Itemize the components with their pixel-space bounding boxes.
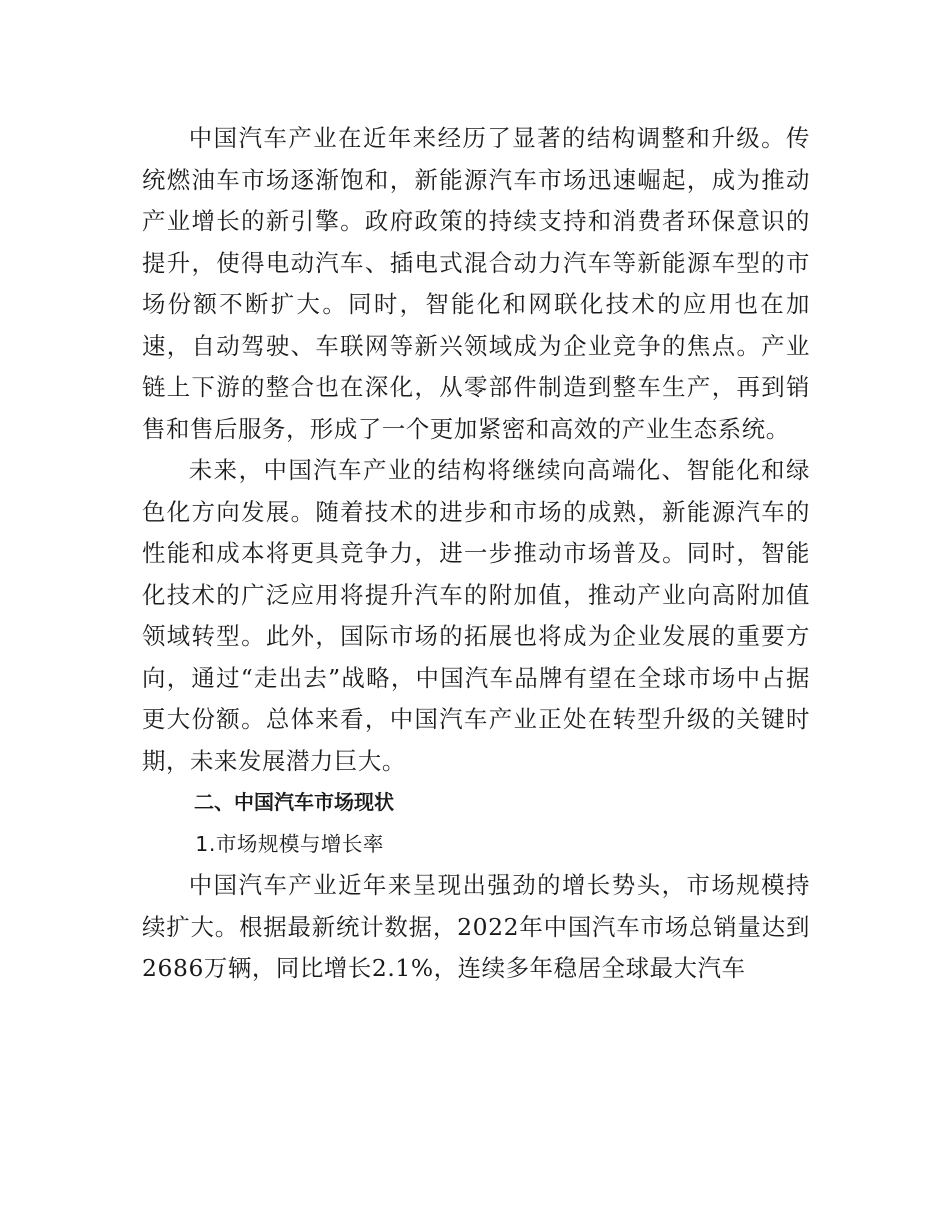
section-heading: 二、中国汽车市场现状 [194, 790, 394, 814]
subsection-heading: 1.市场规模与增长率 [195, 831, 384, 856]
document-page [142, 118, 810, 990]
paragraph-industry-structure: 中国汽车产业在近年来经历了显著的结构调整和升级。传统燃油车市场逐渐饱和，新能源汽车市场迅速崛起，成为推动产业增长的新引擎。政府政策的持续支持和消费者环保意识的提升，使得电动汽车、插电式混合动力汽车等新能源车型的市场份额不断扩大。同时，智能化和网联化技术的应用也在加速，自动驾驶、车联网等新兴领域成为企业竞争的焦点。产业链上下游的整合也在深化，从零部件制造到整车生产，再到销售和售后服务，形成了一个更加紧密和高效的产业生态系统。 [142, 124, 810, 443]
paragraph-market-size: 中国汽车产业近年来呈现出强劲的增长势头，市场规模持续扩大。根据最新统计数据，2022年中国汽车市场总销量达到2686万辆，同比增长2.1%，连续多年稳居全球最大汽车 [142, 871, 810, 982]
paragraph-future-outlook: 未来，中国汽车产业的结构将继续向高端化、智能化和绿色化方向发展。随着技术的进步和市场的成熟，新能源汽车的性能和成本将更具竞争力，进一步推动市场普及。同时，智能化技术的广泛应用将提升汽车的附加值，推动产业向高附加值领域转型。此外，国际市场的拓展也将成为企业发展的重要方向，通过“走出去”战略，中国汽车品牌有望在全球市场中占据更大份额。总体来看，中国汽车产业正处在转型升级的关键时期，未来发展潜力巨大。 [142, 456, 810, 775]
